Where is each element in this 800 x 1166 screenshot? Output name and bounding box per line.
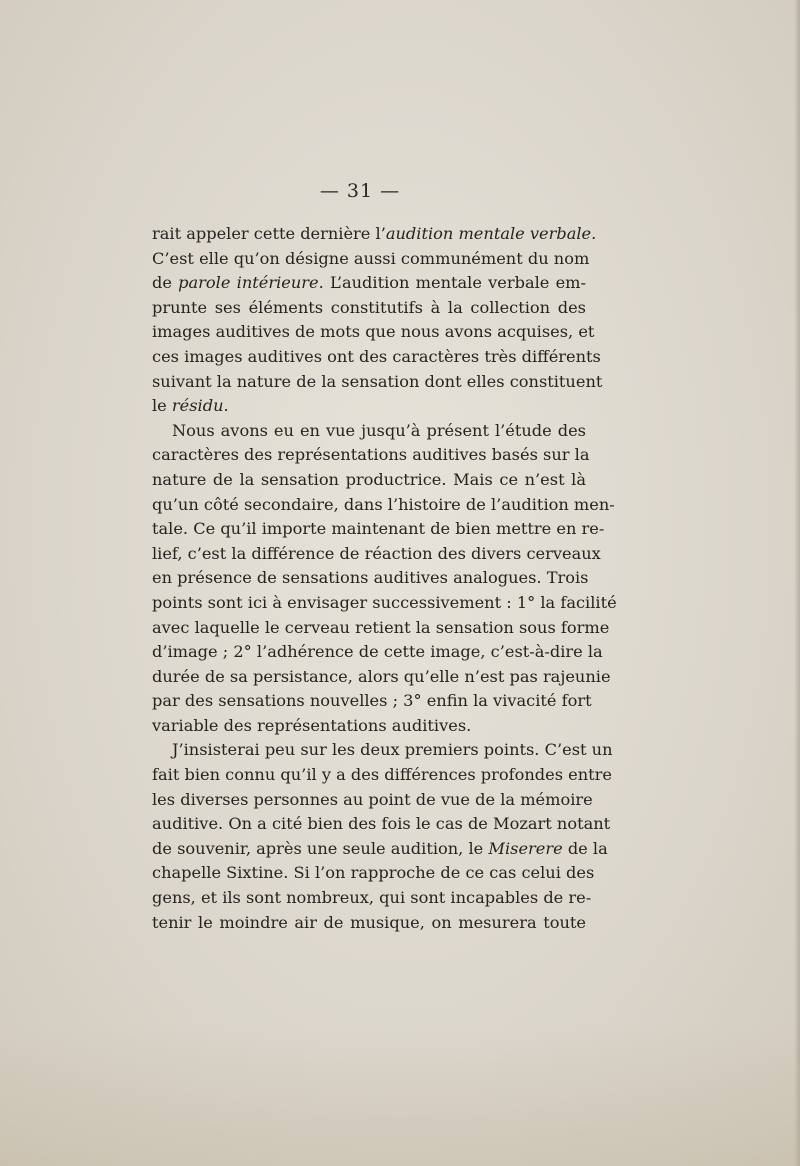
body-text [152, 222, 617, 935]
text-line [152, 788, 593, 813]
text-segment: avec laquelle le cerveau retient la sensation sous forme [152, 617, 610, 637]
text-segment: auditive. On a cité bien des fois le cas de Mozart notant [152, 814, 611, 834]
text-line [152, 345, 601, 370]
text-segment: qu’un côté secondaire, dans l’histoire de l’audition men- [152, 494, 615, 514]
text-line [152, 714, 586, 739]
text-segment: ces images auditives ont des caractères très différents [152, 346, 601, 366]
italic-text: Miserere [488, 838, 563, 858]
italic-text: parole intérieure [178, 273, 319, 293]
text-line [152, 247, 590, 272]
text-line [152, 738, 613, 763]
text-segment: nature de la sensation productrice. Mais ce n’est là [152, 469, 586, 489]
text-segment: durée de sa persistance, alors qu’elle n’est pas rajeunie [152, 666, 611, 686]
text-segment: prunte ses éléments constitutifs à la collection des [152, 297, 586, 317]
text-line [152, 296, 586, 321]
text-line [152, 591, 617, 616]
text-segment: tenir le moindre air de musique, on mesurera toute [152, 912, 586, 932]
text-segment: de [152, 273, 179, 293]
text-segment: . L’audition mentale verbale em- [318, 273, 586, 293]
text-segment: variable des représentations auditives. [152, 715, 472, 735]
text-line [152, 911, 586, 936]
text-line [152, 394, 586, 419]
text-line [152, 616, 610, 641]
text-segment: en présence de sensations auditives analogues. Trois [152, 568, 589, 588]
text-line [152, 320, 595, 345]
text-line [152, 517, 605, 542]
text-line [152, 763, 613, 788]
text-line [152, 886, 592, 911]
text-segment: fait bien connu qu’il y a des différences profondes entre [152, 765, 613, 785]
text-segment: C’est elle qu’on désigne aussi communément du nom [152, 248, 590, 268]
text-segment: caractères des représentations auditives basés sur la [152, 445, 590, 465]
text-segment: suivant la nature de la sensation dont elles constituent [152, 371, 603, 391]
text-segment: de souvenir, après une seule audition, le [152, 838, 489, 858]
text-line [152, 443, 590, 468]
text-segment: les diverses personnes au point de vue de la mémoire [152, 789, 593, 809]
text-segment: images auditives de mots que nous avons acquises, et [152, 322, 595, 342]
text-line [152, 812, 611, 837]
text-segment: . [223, 396, 229, 416]
text-line [152, 493, 615, 518]
text-segment: d’image ; 2° l’adhérence de cette image, c’est-à-dire la [152, 642, 603, 662]
text-segment: tale. Ce qu’il importe maintenant de bien mettre en re- [152, 519, 605, 539]
paper-aging-stain [0, 1026, 800, 1166]
text-line [152, 419, 586, 444]
text-line [152, 370, 603, 395]
text-segment: de la [562, 838, 608, 858]
text-segment: le [152, 396, 172, 416]
page-number: — 31 — [319, 180, 401, 202]
text-segment: lief, c’est la différence de réaction des divers cerveaux [152, 543, 601, 563]
italic-text: résidu [171, 396, 224, 416]
text-line [152, 542, 601, 567]
text-segment: chapelle Sixtine. Si l’on rapproche de ce cas celui des [152, 863, 595, 883]
page-edge-shadow [794, 0, 800, 1166]
text-line [152, 468, 586, 493]
text-line [152, 271, 586, 296]
text-segment: gens, et ils sont nombreux, qui sont incapables de re- [152, 888, 592, 908]
text-line [152, 665, 611, 690]
text-line [152, 837, 608, 862]
text-line [152, 222, 597, 247]
text-segment: par des sensations nouvelles ; 3° enfin la vivacité fort [152, 691, 592, 711]
text-line [152, 566, 589, 591]
text-segment: points sont ici à envisager successivement : 1° la facilité [152, 592, 617, 612]
text-line [152, 861, 595, 886]
italic-text: audition mentale verbale. [385, 224, 597, 243]
text-line [152, 640, 603, 665]
text-segment: rait appeler cette dernière l’ [152, 224, 386, 243]
text-segment: J’insisterai peu sur les deux premiers points. C’est un [172, 740, 613, 760]
text-segment: Nous avons eu en vue jusqu’à présent l’étude des [172, 420, 586, 440]
text-line [152, 689, 592, 714]
